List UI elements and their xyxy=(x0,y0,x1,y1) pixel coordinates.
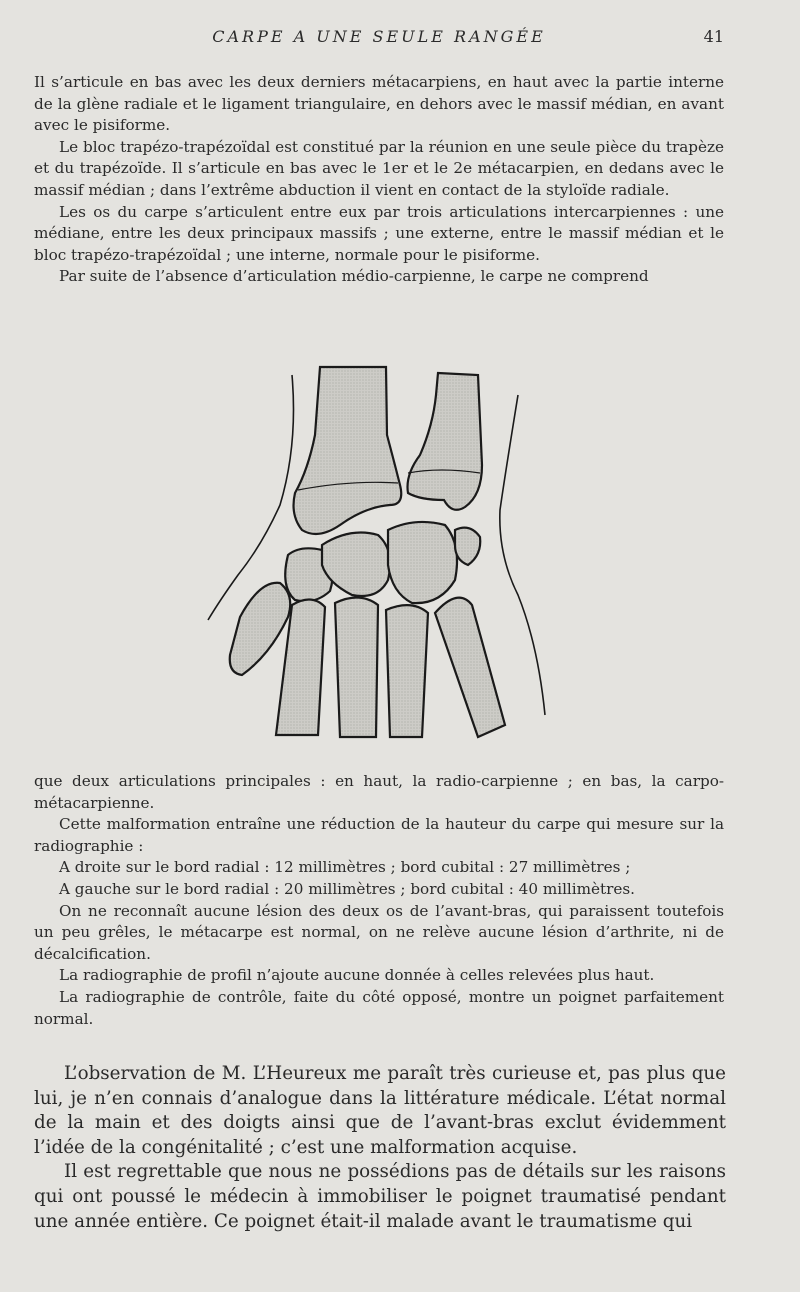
ulna-bone xyxy=(408,373,483,510)
paragraph: Par suite de l’absence d’articulation médio-carpienne, le carpe ne comprend xyxy=(59,267,649,286)
paragraph: Il s’articule en bas avec les deux derniers métacarpiens, en haut avec la partie interne de la glène radiale et le ligament triangulaire, en dehors avec le massif médian, en avant avec le pisiforme. xyxy=(34,73,724,135)
metacarpal-1 xyxy=(230,583,290,675)
paragraph: que deux articulations principales : en haut, la radio-carpienne ; en bas, la carpo-métacarpienne. xyxy=(34,772,724,812)
paragraph: Le bloc trapézo-trapézoïdal est constitué par la réunion en une seule pièce du trapèze et du trapézoïde. Il s’articule en bas avec le 1er et le 2e métacarpien, en dedans avec le massif médian ; dans l’extrême abduction il vient en contact de la styloïde radiale. xyxy=(34,137,724,199)
paragraph: Les os du carpe s’articulent entre eux par trois articulations intercarpiennes : une médiane, entre les deux principaux massifs ; une externe, entre le massif médian et le bloc trapézo-trapézoïdal ; une interne, normale pour le pisiforme. xyxy=(34,202,724,264)
bottom-text-block xyxy=(34,771,724,1030)
paragraph: A droite sur le bord radial : 12 millimètres ; bord cubital : 27 millimètres ; xyxy=(59,858,631,877)
main-text-block xyxy=(34,1062,726,1234)
page-number: 41 xyxy=(703,27,724,46)
pisiform-bone xyxy=(455,528,480,565)
radius-bone xyxy=(294,367,402,534)
wrist-radiograph-drawing xyxy=(200,355,560,750)
paragraph: Il est regrettable que nous ne possédions pas de détails sur les raisons qui ont poussé le médecin à immobiliser le poignet traumatisé pendant une année entière. Ce poignet était-il malade avant le traumatisme qui xyxy=(34,1161,726,1232)
paragraph: La radiographie de profil n’ajoute aucune donnée à celles relevées plus haut. xyxy=(59,966,655,985)
top-text-block xyxy=(34,72,724,288)
paragraph: A gauche sur le bord radial : 20 millimètres ; bord cubital : 40 millimètres. xyxy=(59,879,636,898)
paragraph: Cette malformation entraîne une réduction de la hauteur du carpe qui mesure sur la radiographie : xyxy=(34,815,724,855)
paragraph: L’observation de M. L’Heureux me paraît très curieuse et, pas plus que lui, je n’en connais d’analogue dans la littérature médicale. L’état normal de la main et des doigts ainsi que de l’avant-bras exclut évidemment l’idée de la congénitalité ; c’est une malformation acquise. xyxy=(34,1063,726,1158)
soft-tissue-outline-ulnar xyxy=(500,395,545,715)
metacarpal-5 xyxy=(435,598,505,737)
running-title: CARPE A UNE SEULE RANGÉE xyxy=(212,27,546,46)
running-header xyxy=(34,27,724,51)
metacarpal-3 xyxy=(335,597,378,737)
carpal-ulnar-mass xyxy=(388,522,457,603)
paragraph: On ne reconnaît aucune lésion des deux os de l’avant-bras, qui paraissent toutefois un peu grêles, le métacarpe est normal, on ne relève aucune lésion d’arthrite, ni de décalcification. xyxy=(34,901,724,963)
paragraph: La radiographie de contrôle, faite du côté opposé, montre un poignet parfaitement normal. xyxy=(34,987,724,1028)
metacarpal-4 xyxy=(386,605,428,737)
